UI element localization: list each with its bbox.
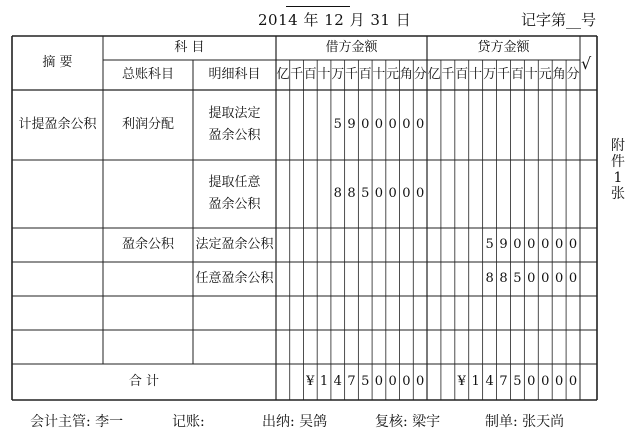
total-label: 合 计 [128,374,160,389]
row-0-debit-digit-4: 5 [333,117,342,132]
row-3-credit-digit-9: 0 [554,271,564,286]
row-2-detail-account [193,228,276,262]
credit-unit-7: 十 [524,67,538,82]
debit-unit-0: 亿 [276,67,290,82]
attachment-char-4: 张 [611,186,625,202]
credit-unit-0: 亿 [427,67,441,82]
row-0-summary: 计提盈余公积 [18,117,97,132]
row-0-debit-digit-5: 9 [347,117,356,132]
credit-unit-10: 分 [566,67,580,82]
check-mark: √ [581,54,592,73]
credit-unit-6: 百 [510,67,524,82]
row-2-general-account: 盈余公积 [121,237,174,252]
row-1-debit-digit-8: 0 [388,186,397,201]
total-debit-digit-3: 1 [319,374,329,389]
cashier-signature: 出纳: 吴鸽 [262,414,328,430]
row-0-debit-digit-6: 0 [361,117,370,132]
attachment-char-2: 件 [611,154,625,170]
row-1-debit-digit-6: 5 [361,186,370,201]
debit-unit-1: 千 [290,67,304,82]
debit-unit-7: 十 [372,67,386,82]
row-2-credit-digit-7: 0 [527,237,536,252]
row-0-detail-account [193,90,276,160]
row-3-credit-digit-6: 5 [513,271,522,286]
row-0-debit-digit-10: 0 [415,117,425,132]
voucher-number: 记字第__号 [521,11,597,29]
total-credit-digit-7: 0 [527,374,536,389]
row-2-credit-digit-4: 5 [485,237,494,252]
voucher-date: 2014 年 12 月 31 日 [258,11,412,29]
credit-unit-9: 角 [552,67,566,82]
debit-unit-2: 百 [303,67,317,82]
row-3-credit-digit-10: 0 [568,271,578,286]
row-0-detail-account-line-1: 提取法定 [208,106,261,121]
total-credit-digit-10: 0 [568,374,578,389]
row-0-debit-digit-7: 0 [374,117,384,132]
total-credit-digit-3: 1 [471,374,480,389]
row-3-detail-account [193,262,276,296]
row-1-debit-digit-7: 0 [374,186,384,201]
row-3-credit-digit-5: 8 [499,271,508,286]
attachment-char-3: 1 [613,170,623,186]
total-debit-digit-2: ¥ [306,374,315,389]
attachment-char-1: 附 [611,138,625,154]
row-1-detail-account-line-1: 提取任意 [208,175,261,190]
row-1-debit-digit-5: 8 [347,186,356,201]
total-credit-digit-8: 0 [541,374,550,389]
debit-unit-5: 千 [344,67,358,82]
debit-unit-10: 分 [413,67,427,82]
reviewer-signature: 复核: 梁宇 [375,414,441,430]
row-3-credit-digit-4: 8 [485,271,494,286]
row-2-credit-digit-10: 0 [568,237,578,252]
row-1-debit-digit-4: 8 [333,186,342,201]
debit-amount-header: 借方金额 [325,40,378,55]
attachment-count [609,138,627,202]
total-debit-digit-5: 7 [347,374,356,389]
debit-unit-4: 万 [331,67,345,82]
supervisor-signature: 会计主管: 李一 [30,414,124,430]
total-credit-digit-5: 7 [499,374,508,389]
credit-unit-5: 千 [496,67,510,82]
row-1-detail-account [193,160,276,228]
row-2-credit-digit-6: 0 [513,237,522,252]
credit-unit-3: 十 [469,67,483,82]
row-0-general-account: 利润分配 [121,117,174,132]
row-0-debit-digit-8: 0 [388,117,397,132]
row-3-credit-digit-8: 0 [541,271,550,286]
total-credit-digit-2: ¥ [457,374,466,389]
account-header: 科 目 [174,40,205,55]
row-2-credit-digit-8: 0 [541,237,550,252]
row-3-detail-account-line-1: 任意盈余公积 [195,271,274,286]
total-debit-digit-7: 0 [374,374,384,389]
total-debit-digit-6: 5 [361,374,370,389]
bookkeeper-signature: 记账: [172,414,205,430]
row-2-detail-account-line-1: 法定盈余公积 [195,237,274,252]
row-1-detail-account-line-2: 盈余公积 [208,197,261,212]
credit-unit-1: 千 [441,67,455,82]
total-debit-digit-8: 0 [388,374,397,389]
credit-unit-4: 万 [483,67,497,82]
credit-unit-8: 元 [538,67,552,82]
preparer-signature: 制单: 张天尚 [485,414,565,430]
debit-unit-8: 元 [386,67,400,82]
general-account-header: 总账科目 [121,67,174,82]
debit-unit-6: 百 [358,67,372,82]
total-credit-digit-6: 5 [513,374,522,389]
total-credit-digit-9: 0 [554,374,564,389]
row-2-credit-digit-5: 9 [499,237,508,252]
row-2-credit-digit-9: 0 [554,237,564,252]
total-debit-digit-10: 0 [415,374,425,389]
credit-unit-2: 百 [455,67,469,82]
row-0-debit-digit-9: 0 [402,117,411,132]
total-credit-digit-4: 4 [485,374,494,389]
row-1-debit-digit-10: 0 [415,186,425,201]
debit-unit-9: 角 [399,67,413,82]
row-3-credit-digit-7: 0 [527,271,536,286]
total-debit-digit-4: 4 [333,374,342,389]
summary-header: 摘 要 [42,55,73,70]
total-debit-digit-9: 0 [402,374,411,389]
detail-account-header: 明细科目 [208,67,261,82]
row-0-detail-account-line-2: 盈余公积 [208,128,261,143]
credit-amount-header: 贷方金额 [477,40,530,55]
debit-unit-3: 十 [317,67,331,82]
row-1-debit-digit-9: 0 [402,186,411,201]
